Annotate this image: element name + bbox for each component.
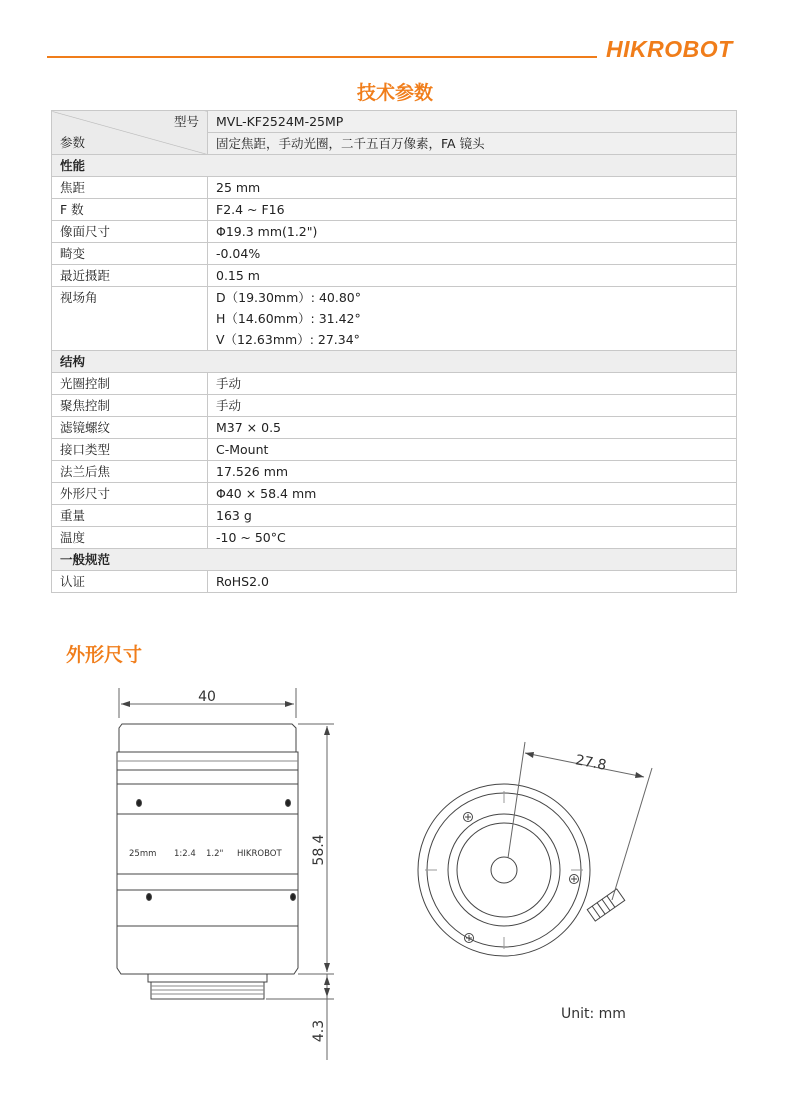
spec-row xyxy=(52,177,737,199)
lens-text-focal: 25mm xyxy=(129,849,157,859)
spec-value: C-Mount xyxy=(208,439,737,461)
spec-value: -10 ~ 50°C xyxy=(208,527,737,549)
spec-row xyxy=(52,287,737,351)
spec-row xyxy=(52,395,737,417)
spec-label: 像面尺寸 xyxy=(52,221,208,243)
spec-row xyxy=(52,373,737,395)
header-rule xyxy=(47,56,597,58)
spec-value: M37 × 0.5 xyxy=(208,417,737,439)
spec-label: 外形尺寸 xyxy=(52,483,208,505)
width-dimension-label: 40 xyxy=(198,689,216,705)
radius-dimension-label: 27.8 xyxy=(573,752,608,774)
spec-value: Φ19.3 mm(1.2") xyxy=(208,221,737,243)
spec-value: 手动 xyxy=(208,395,737,417)
spec-section-title: 技术参数 xyxy=(356,82,433,104)
spec-section-row xyxy=(52,549,737,571)
spec-value: 17.526 mm xyxy=(208,461,737,483)
spec-value: 163 g xyxy=(208,505,737,527)
dimensions-section-title: 外形尺寸 xyxy=(66,644,143,666)
spec-row xyxy=(52,243,737,265)
spec-label: 畸变 xyxy=(52,243,208,265)
spec-label: 法兰后焦 xyxy=(52,461,208,483)
spec-value-line: D（19.30mm）: 40.80° xyxy=(216,290,361,305)
spec-label: 焦距 xyxy=(52,177,208,199)
spec-section-heading: 结构 xyxy=(52,351,737,373)
spec-label: 温度 xyxy=(52,527,208,549)
spec-value: 0.15 m xyxy=(208,265,737,287)
spec-value xyxy=(208,287,737,351)
spec-row xyxy=(52,527,737,549)
param-label: 参数 xyxy=(60,135,86,150)
spec-row xyxy=(52,571,737,593)
mount-dimension-label: 4.3 xyxy=(311,1019,327,1043)
spec-section-row xyxy=(52,351,737,373)
spec-row xyxy=(52,221,737,243)
spec-value: 手动 xyxy=(208,373,737,395)
spec-value: Φ40 × 58.4 mm xyxy=(208,483,737,505)
model-description: 固定焦距，手动光圈，二千五百万像素，FA 镜头 xyxy=(208,133,737,155)
spec-label: 聚焦控制 xyxy=(52,395,208,417)
spec-row xyxy=(52,483,737,505)
spec-row xyxy=(52,439,737,461)
unit-label: Unit: mm xyxy=(561,1006,626,1022)
lens-text-aperture: 1:2.4 xyxy=(174,849,196,859)
spec-value: 25 mm xyxy=(208,177,737,199)
lens-text-format: 1.2" xyxy=(206,849,224,859)
spec-section-row xyxy=(52,155,737,177)
spec-label: 接口类型 xyxy=(52,439,208,461)
spec-label: F 数 xyxy=(52,199,208,221)
spec-label: 认证 xyxy=(52,571,208,593)
dimension-drawing xyxy=(0,670,790,1118)
spec-header-corner xyxy=(52,111,208,155)
spec-table xyxy=(51,110,737,593)
spec-value: -0.04% xyxy=(208,243,737,265)
spec-row xyxy=(52,265,737,287)
lens-text-brand: HIKROBOT xyxy=(237,849,282,859)
spec-label: 视场角 xyxy=(52,287,208,351)
spec-row xyxy=(52,505,737,527)
spec-label: 重量 xyxy=(52,505,208,527)
spec-value-line: V（12.63mm）: 27.34° xyxy=(216,332,360,347)
brand-logo: HIKROBOT xyxy=(606,36,733,62)
spec-label: 光圈控制 xyxy=(52,373,208,395)
height-dimension-label: 58.4 xyxy=(311,834,327,866)
spec-section-heading: 一般规范 xyxy=(52,549,737,571)
spec-row xyxy=(52,461,737,483)
spec-model-row xyxy=(52,111,737,133)
spec-label: 滤镜螺纹 xyxy=(52,417,208,439)
model-label: 型号 xyxy=(173,114,199,129)
spec-section-heading: 性能 xyxy=(52,155,737,177)
spec-value-line: H（14.60mm）: 31.42° xyxy=(216,311,361,326)
spec-row xyxy=(52,417,737,439)
spec-value: RoHS2.0 xyxy=(208,571,737,593)
spec-label: 最近摄距 xyxy=(52,265,208,287)
spec-value: F2.4 ~ F16 xyxy=(208,199,737,221)
spec-row xyxy=(52,199,737,221)
model-value: MVL-KF2524M-25MP xyxy=(208,111,737,133)
